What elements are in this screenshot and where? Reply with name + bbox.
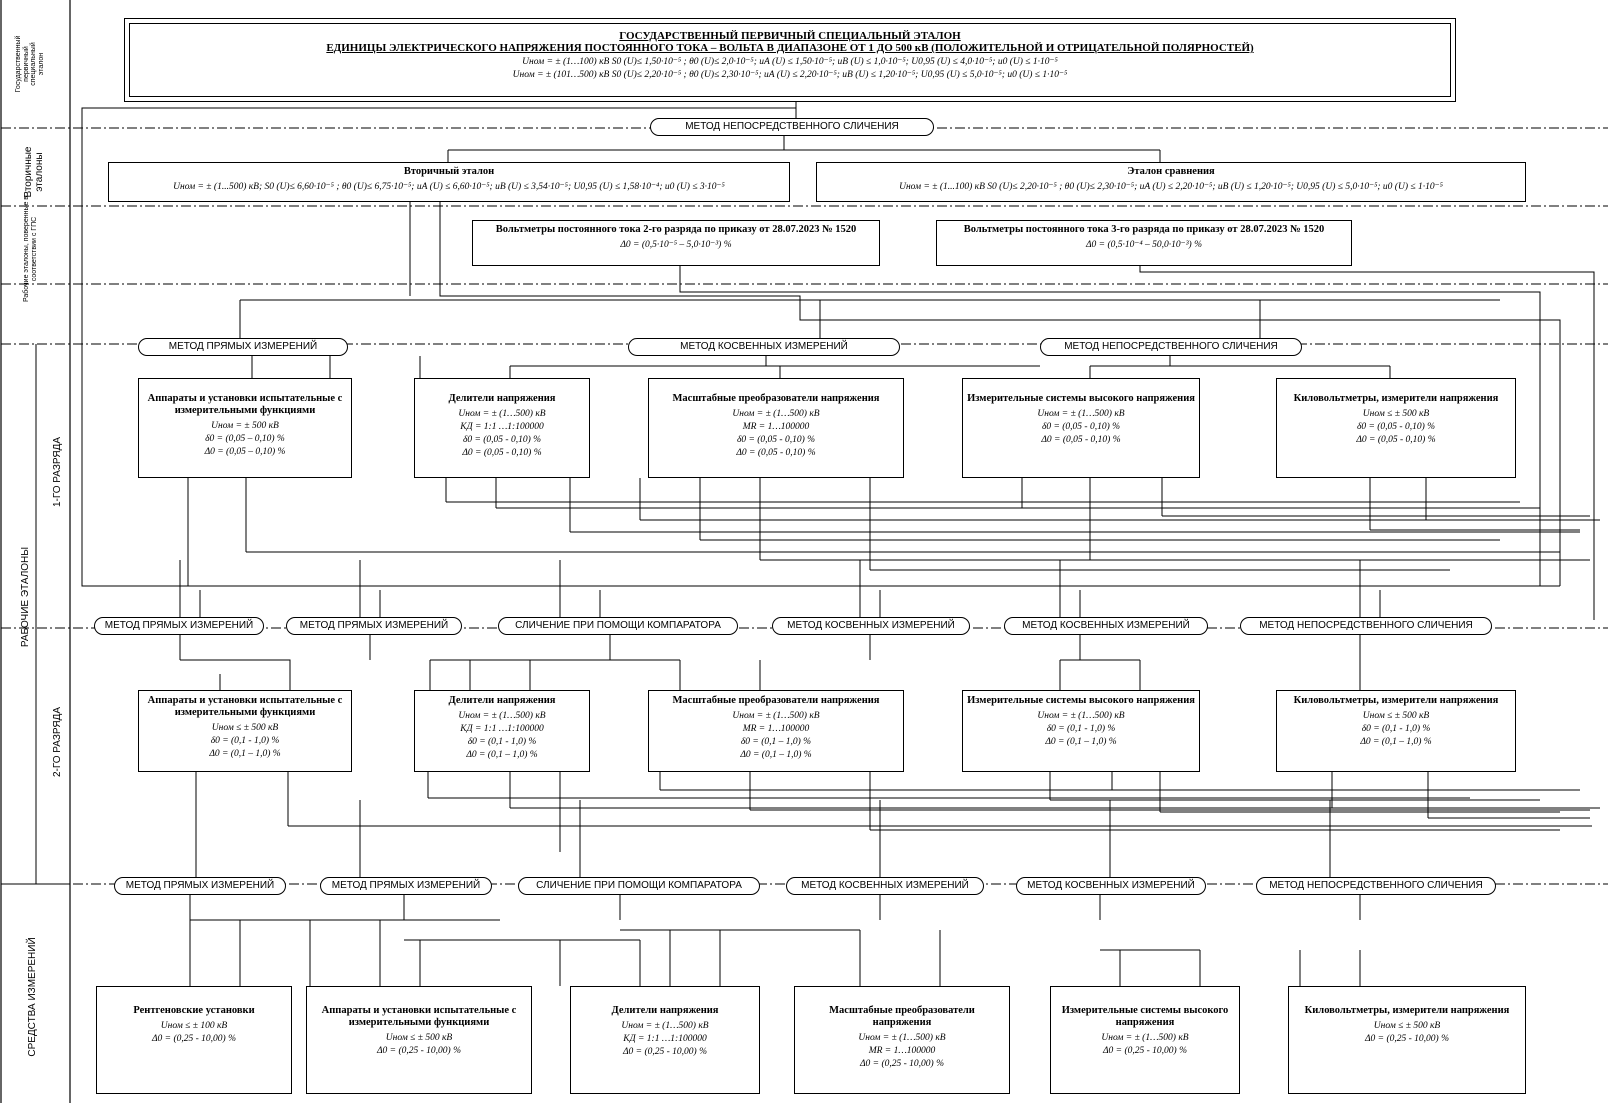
rank1-param-3-1: Uном = ± (1…500) кВ bbox=[732, 409, 820, 419]
instruments-param-3-2: KД = 1:1 …1:100000 bbox=[623, 1034, 707, 1044]
voltmeters-title-2: Вольтметры постоянного тока 3-го разряда по приказу от 28.07.2023 № 1520 bbox=[963, 224, 1325, 235]
instruments-title-3: Делители напряжения bbox=[611, 1005, 719, 1016]
rank2-param-1-2: δ0 = (0,1 - 1,0) % bbox=[210, 736, 280, 746]
rank1-param-5-3: Δ0 = (0,05 - 0,10) % bbox=[1356, 435, 1436, 445]
instruments-param-3-1: Uном = ± (1…500) кВ bbox=[621, 1021, 709, 1031]
rank2-param-2-2: KД = 1:1 …1:100000 bbox=[460, 724, 544, 734]
rank1-title-4: Измерительные системы высокого напряжения bbox=[967, 393, 1195, 404]
instruments-box-5 bbox=[1050, 986, 1240, 1094]
voltmeters-box-2 bbox=[936, 220, 1352, 266]
rank1-box-4 bbox=[962, 378, 1200, 478]
rank2-param-4-1: Uном = ± (1…500) кВ bbox=[1037, 711, 1125, 721]
rank2-param-3-3: δ0 = (0,1 – 1,0) % bbox=[740, 737, 812, 747]
instruments-box-4 bbox=[794, 986, 1010, 1094]
method-pill-si-3: СЛИЧЕНИЕ ПРИ ПОМОЩИ КОМПАРАТОРА bbox=[518, 877, 760, 895]
rank1-param-2-3: δ0 = (0,05 - 0,10) % bbox=[462, 435, 542, 445]
method-pill-si-2: МЕТОД ПРЯМЫХ ИЗМЕРЕНИЙ bbox=[320, 877, 492, 895]
rank2-param-1-3: Δ0 = (0,1 – 1,0) % bbox=[209, 749, 281, 759]
instruments-box-6 bbox=[1288, 986, 1526, 1094]
instruments-param-1-2: Δ0 = (0,25 - 10,00) % bbox=[151, 1034, 236, 1044]
secondary-param-1-1: Uном = ± (1...500) кВ; S0 (U)≤ 6,60·10⁻⁵ ; θ0 (U)≤ 6,75·10⁻⁵; uA (U) ≤ 6,60·10⁻⁵; uB (U) ≤ 3,54·10⁻⁵; U0,95 (U) ≤ 1,58·10⁻⁴; u0 (U) ≤ 3·10⁻⁵ bbox=[173, 182, 725, 192]
rank1-param-1-3: Δ0 = (0,05 – 0,10) % bbox=[204, 447, 286, 457]
method-pill-si-1: МЕТОД ПРЯМЫХ ИЗМЕРЕНИЙ bbox=[114, 877, 286, 895]
rank2-box-3 bbox=[648, 690, 904, 772]
rank2-param-4-2: δ0 = (0,1 - 1,0) % bbox=[1046, 724, 1116, 734]
method-pill-r1-3: МЕТОД НЕПОСРЕДСТВЕННОГО СЛИЧЕНИЯ bbox=[1040, 338, 1302, 356]
rank2-box-4 bbox=[962, 690, 1200, 772]
primary-title: ГОСУДАРСТВЕННЫЙ ПЕРВИЧНЫЙ СПЕЦИАЛЬНЫЙ ЭТАЛОН bbox=[619, 30, 961, 42]
method-pill-r2-1: МЕТОД ПРЯМЫХ ИЗМЕРЕНИЙ bbox=[94, 617, 264, 635]
rank1-title-5: Киловольтметры, измерители напряжения bbox=[1293, 393, 1499, 404]
instruments-title-6: Киловольтметры, измерители напряжения bbox=[1304, 1005, 1510, 1016]
rank2-param-1-1: Uном ≤ ± 500 кВ bbox=[211, 723, 279, 733]
instruments-param-1-1: Uном ≤ ± 100 кВ bbox=[160, 1021, 228, 1031]
rank1-param-1-2: δ0 = (0,05 – 0,10) % bbox=[205, 434, 285, 444]
secondary-box-2 bbox=[816, 162, 1526, 202]
method-pill-si-4: МЕТОД КОСВЕННЫХ ИЗМЕРЕНИЙ bbox=[786, 877, 984, 895]
instruments-box-1 bbox=[96, 986, 292, 1094]
rank1-title-2: Делители напряжения bbox=[448, 393, 556, 404]
rank1-title-3: Масштабные преобразователи напряжения bbox=[672, 393, 880, 404]
method-pill-si-6: МЕТОД НЕПОСРЕДСТВЕННОГО СЛИЧЕНИЯ bbox=[1256, 877, 1496, 895]
instruments-param-4-2: MR = 1…100000 bbox=[868, 1046, 936, 1056]
primary-params-1: Uном = ± (1…100) кВ S0 (U)≤ 1,50·10⁻⁵ ; θ0 (U)≤ 2,0·10⁻⁵; uA (U) ≤ 1,50·10⁻⁵; uB (U) ≤ 1,0·10⁻⁵; U0,95 (U) ≤ 4,0·10⁻⁵; u0 (U) ≤ 1·10⁻⁵ bbox=[522, 57, 1058, 67]
method-pill-r2-2: МЕТОД ПРЯМЫХ ИЗМЕРЕНИЙ bbox=[286, 617, 462, 635]
instruments-param-5-1: Uном = ± (1…500) кВ bbox=[1101, 1033, 1189, 1043]
rank1-param-4-2: δ0 = (0,05 - 0,10) % bbox=[1041, 422, 1121, 432]
rank1-box-5 bbox=[1276, 378, 1516, 478]
link-r2m-box1 bbox=[180, 660, 290, 690]
rank1-param-2-1: Uном = ± (1…500) кВ bbox=[458, 409, 546, 419]
method-pill-r1-1: МЕТОД ПРЯМЫХ ИЗМЕРЕНИЙ bbox=[138, 338, 348, 356]
rank2-title-4: Измерительные системы высокого напряжения bbox=[967, 695, 1195, 706]
instruments-title-1: Рентгеновские установки bbox=[133, 1005, 255, 1016]
instruments-param-2-1: Uном ≤ ± 500 кВ bbox=[385, 1033, 453, 1043]
instruments-title-5: Измерительные системы высокого напряжения bbox=[1061, 1005, 1229, 1028]
method-pill-r2-3: СЛИЧЕНИЕ ПРИ ПОМОЩИ КОМПАРАТОРА bbox=[498, 617, 738, 635]
instruments-title-4: Масштабные преобразователи напряжения bbox=[829, 1005, 975, 1028]
rank2-title-2: Делители напряжения bbox=[448, 695, 556, 706]
instruments-param-4-1: Uном = ± (1…500) кВ bbox=[858, 1033, 946, 1043]
side-label-instruments: СРЕДСТВА ИЗМЕРЕНИЙ bbox=[27, 937, 38, 1057]
voltmeters-title-1: Вольтметры постоянного тока 2-го разряда по приказу от 28.07.2023 № 1520 bbox=[495, 224, 857, 235]
rank2-param-2-4: Δ0 = (0,1 – 1,0) % bbox=[466, 750, 538, 760]
instruments-param-5-2: Δ0 = (0,25 - 10,00) % bbox=[1102, 1046, 1187, 1056]
rank1-param-4-3: Δ0 = (0,05 - 0,10) % bbox=[1041, 435, 1121, 445]
secondary-box-1 bbox=[108, 162, 790, 202]
rank2-param-5-3: Δ0 = (0,1 – 1,0) % bbox=[1360, 737, 1432, 747]
rank1-title-1: Аппараты и установки испытательные с измерительными функциями bbox=[147, 393, 343, 416]
instruments-param-2-2: Δ0 = (0,25 - 10,00) % bbox=[376, 1046, 461, 1056]
rank2-param-2-1: Uном = ± (1…500) кВ bbox=[458, 711, 546, 721]
primary-params-2: Uном = ± (101…500) кВ S0 (U)≤ 2,20·10⁻⁵ ; θ0 (U)≤ 2,30·10⁻⁵; uA (U) ≤ 2,20·10⁻⁵; uB (U) ≤ 1,20·10⁻⁵; U0,95 (U) ≤ 5,0·10⁻⁵; u0 (U) ≤ 1·10⁻⁵ bbox=[512, 70, 1068, 80]
instruments-param-6-2: Δ0 = (0,25 - 10,00) % bbox=[1364, 1034, 1449, 1044]
instruments-box-3 bbox=[570, 986, 760, 1094]
secondary-title-2: Эталон сравнения bbox=[1127, 166, 1215, 177]
instruments-param-4-3: Δ0 = (0,25 - 10,00) % bbox=[859, 1059, 944, 1069]
side-label-working: РАБОЧИЕ ЭТАЛОНЫ bbox=[20, 546, 31, 648]
rank2-param-5-1: Uном ≤ ± 500 кВ bbox=[1362, 711, 1430, 721]
secondary-title-1: Вторичный эталон bbox=[403, 166, 495, 177]
rank1-param-1-1: Uном = ± 500 кВ bbox=[211, 421, 279, 431]
rank2-title-5: Киловольтметры, измерители напряжения bbox=[1293, 695, 1499, 706]
rank1-box-3 bbox=[648, 378, 904, 478]
rank1-param-2-2: KД = 1:1 …1:100000 bbox=[460, 422, 544, 432]
rank2-title-3: Масштабные преобразователи напряжения bbox=[672, 695, 880, 706]
method-pill-top: МЕТОД НЕПОСРЕДСТВЕННОГО СЛИЧЕНИЯ bbox=[650, 118, 934, 136]
rank2-box-1 bbox=[138, 690, 352, 772]
method-pill-r1-2: МЕТОД КОСВЕННЫХ ИЗМЕРЕНИЙ bbox=[628, 338, 900, 356]
rank2-title-1: Аппараты и установки испытательные с измерительными функциями bbox=[147, 695, 343, 718]
voltmeters-param-1-1: Δ0 = (0,5·10⁻⁵ – 5,0·10⁻³) % bbox=[620, 240, 732, 250]
instruments-title-2: Аппараты и установки испытательные с измерительными функциями bbox=[321, 1005, 517, 1028]
instruments-param-6-1: Uном ≤ ± 500 кВ bbox=[1373, 1021, 1441, 1031]
rank1-param-3-4: Δ0 = (0,05 - 0,10) % bbox=[736, 448, 816, 458]
voltmeters-param-2-1: Δ0 = (0,5·10⁻⁴ – 50,0·10⁻³) % bbox=[1085, 240, 1203, 250]
rank2-param-3-4: Δ0 = (0,1 – 1,0) % bbox=[740, 750, 812, 760]
rank1-box-2 bbox=[414, 378, 590, 478]
method-pill-r2-4: МЕТОД КОСВЕННЫХ ИЗМЕРЕНИЙ bbox=[772, 617, 970, 635]
rank2-param-4-3: Δ0 = (0,1 – 1,0) % bbox=[1045, 737, 1117, 747]
rank2-param-3-1: Uном = ± (1…500) кВ bbox=[732, 711, 820, 721]
rank1-param-3-2: MR = 1…100000 bbox=[742, 422, 810, 432]
rank1-box-1 bbox=[138, 378, 352, 478]
rank1-param-5-1: Uном ≤ ± 500 кВ bbox=[1362, 409, 1430, 419]
instruments-param-3-3: Δ0 = (0,25 - 10,00) % bbox=[622, 1047, 707, 1057]
primary-standard-box bbox=[124, 18, 1456, 102]
voltmeters-box-1 bbox=[472, 220, 880, 266]
rank2-param-5-2: δ0 = (0,1 - 1,0) % bbox=[1361, 724, 1431, 734]
rank2-box-5 bbox=[1276, 690, 1516, 772]
method-pill-r2-6: МЕТОД НЕПОСРЕДСТВЕННОГО СЛИЧЕНИЯ bbox=[1240, 617, 1492, 635]
rank1-param-4-1: Uном = ± (1…500) кВ bbox=[1037, 409, 1125, 419]
primary-subtitle: ЕДИНИЦЫ ЭЛЕКТРИЧЕСКОГО НАПРЯЖЕНИЯ ПОСТОЯННОГО ТОКА – ВОЛЬТА В ДИАПАЗОНЕ ОТ 1 ДО 500 кВ (ПОЛОЖИТЕЛЬНОЙ И ОТРИЦАТЕЛЬНОЙ ПОЛЯРНОСТЕЙ) bbox=[326, 42, 1254, 54]
method-pill-r2-5: МЕТОД КОСВЕННЫХ ИЗМЕРЕНИЙ bbox=[1004, 617, 1208, 635]
side-label-primary: Государственный первичный специальный эталон bbox=[15, 35, 45, 93]
side-label-rank2: 2-ГО РАЗРЯДА bbox=[52, 707, 63, 778]
side-label-secondary: Вторичные эталоны bbox=[23, 146, 45, 198]
rank1-param-5-2: δ0 = (0,05 - 0,10) % bbox=[1356, 422, 1436, 432]
rank2-param-2-3: δ0 = (0,1 - 1,0) % bbox=[467, 737, 537, 747]
side-label-order: Рабочие эталоны, поверенные в соответствии с ГПС bbox=[23, 195, 38, 303]
method-pill-si-5: МЕТОД КОСВЕННЫХ ИЗМЕРЕНИЙ bbox=[1016, 877, 1206, 895]
side-label-rank1: 1-ГО РАЗРЯДА bbox=[52, 437, 63, 508]
rank1-param-2-4: Δ0 = (0,05 - 0,10) % bbox=[462, 448, 542, 458]
rank2-box-2 bbox=[414, 690, 590, 772]
rank2-param-3-2: MR = 1…100000 bbox=[742, 724, 810, 734]
secondary-param-2-1: Uном = ± (1...100) кВ S0 (U)≤ 2,20·10⁻⁵ ; θ0 (U)≤ 2,30·10⁻⁵; uA (U) ≤ 2,20·10⁻⁵; uB (U) ≤ 1,20·10⁻⁵; U0,95 (U) ≤ 5,0·10⁻⁵; u0 (U) ≤ 1·10⁻⁵ bbox=[899, 182, 1443, 192]
instruments-box-2 bbox=[306, 986, 532, 1094]
rank1-param-3-3: δ0 = (0,05 - 0,10) % bbox=[736, 435, 816, 445]
